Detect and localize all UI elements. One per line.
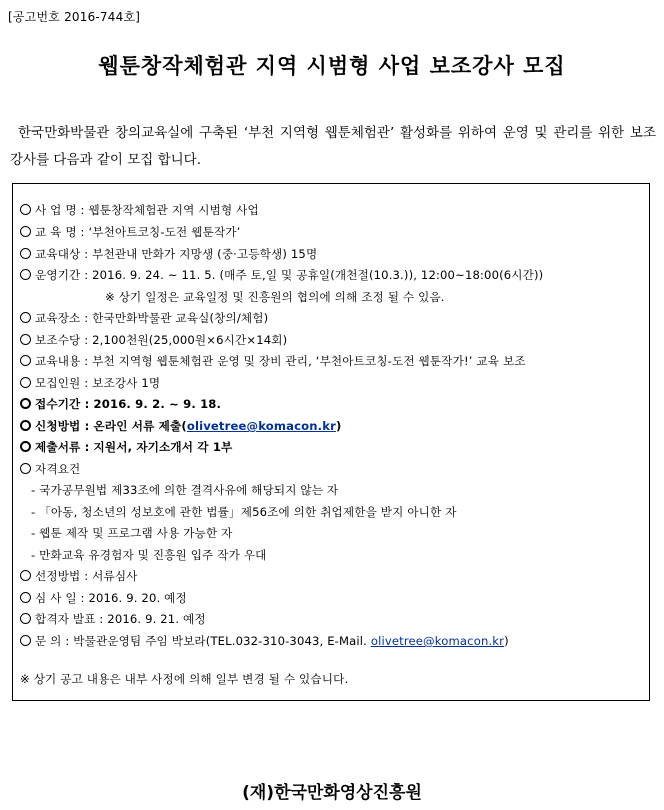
item-content: 교육내용 : 부천 지역형 웹툰체험관 운영 및 장비 관리, ‘부천아트코칭-도전 웹툰작가!’ 교육 보조 xyxy=(20,353,526,369)
organization-name: (재)한국만화영상진흥원 xyxy=(242,783,422,803)
circle-bullet-icon xyxy=(20,398,31,409)
item-qualification: 자격요건 xyxy=(20,461,80,477)
circle-bullet-icon xyxy=(20,355,31,366)
period-note: ※ 상기 일정은 교육일정 및 진흥원의 협의에 의해 조정 될 수 있음. xyxy=(105,290,445,304)
footnote: ※ 상기 공고 내용은 내부 사정에 의해 일부 변경 될 수 있습니다. xyxy=(20,672,349,686)
circle-bullet-icon xyxy=(20,441,31,452)
circle-bullet-icon xyxy=(20,312,31,323)
circle-bullet-icon xyxy=(20,204,31,215)
circle-bullet-icon xyxy=(20,226,31,237)
page-title: 웹툰창작체험관 지역 시범형 사업 보조강사 모집 xyxy=(98,54,566,78)
apply-email-link[interactable]: olivetree@komacon.kr xyxy=(186,419,336,433)
item-venue: 교육장소 : 한국만화박물관 교육실(창의/체험) xyxy=(20,310,268,326)
circle-bullet-icon xyxy=(20,570,31,581)
item-period: 운영기간 : 2016. 9. 24. ~ 11. 5. (매주 토,일 및 공휴일(개천절(10.3.)), 12:00~18:00(6시간)) xyxy=(20,267,543,283)
item-reception: 접수기간 : 2016. 9. 2. ~ 9. 18. xyxy=(20,396,221,412)
circle-bullet-icon xyxy=(20,334,31,345)
item-selection: 선정방법 : 서류심사 xyxy=(20,568,138,584)
notice-number: [공고번호 2016-744호] xyxy=(8,10,141,24)
circle-bullet-icon xyxy=(20,269,31,280)
qualification-1: - 국가공무원법 제33조에 의한 결격사유에 해당되지 않는 자 xyxy=(31,483,339,497)
contact-email-link[interactable]: olivetree@komacon.kr xyxy=(370,634,505,648)
item-announce: 합격자 발표 : 2016. 9. 21. 예정 xyxy=(20,611,206,627)
item-target: 교육대상 : 부천관내 만화가 지망생 (중·고등학생) 15명 xyxy=(20,246,317,262)
qualification-4: - 만화교육 유경험자 및 진흥원 입주 작가 우대 xyxy=(31,548,267,562)
qualification-2: - 「아동, 청소년의 성보호에 관한 법률」제56조에 의한 취업제한을 받지 아니한 자 xyxy=(31,505,457,519)
recruitment-details-box xyxy=(12,183,650,701)
item-documents: 제출서류 : 지원서, 자기소개서 각 1부 xyxy=(20,439,232,455)
intro-paragraph: 한국만화박물관 창의교육실에 구축된 ‘부천 지역형 웹툰체험관’ 활성화를 위하여 운영 및 관리를 위한 보조 강사를 다음과 같이 모집 합니다. xyxy=(10,125,656,168)
qualification-3: - 웹툰 제작 및 프로그램 사용 가능한 자 xyxy=(31,526,233,540)
item-apply: 신청방법 : 온라인 서류 제출(olivetree@komacon.kr) xyxy=(20,418,341,434)
item-recruit: 모집인원 : 보조강사 1명 xyxy=(20,375,160,391)
circle-bullet-icon xyxy=(20,420,31,431)
item-review-date: 심 사 일 : 2016. 9. 20. 예정 xyxy=(20,590,187,606)
circle-bullet-icon xyxy=(20,248,31,259)
circle-bullet-icon xyxy=(20,377,31,388)
item-project: 사 업 명 : 웹툰창작체험관 지역 시범형 사업 xyxy=(20,202,259,218)
circle-bullet-icon xyxy=(20,613,31,624)
item-pay: 보조수당 : 2,100천원(25,000원×6시간×14회) xyxy=(20,332,287,348)
circle-bullet-icon xyxy=(20,592,31,603)
circle-bullet-icon xyxy=(20,463,31,474)
item-course: 교 육 명 : ‘부천아트코칭-도전 웹툰작가’ xyxy=(20,224,240,240)
circle-bullet-icon xyxy=(20,635,31,646)
item-contact: 문 의 : 박물관운영팀 주임 박보라(TEL.032-310-3043, E-Mail. olivetree@komacon.kr) xyxy=(20,633,509,649)
